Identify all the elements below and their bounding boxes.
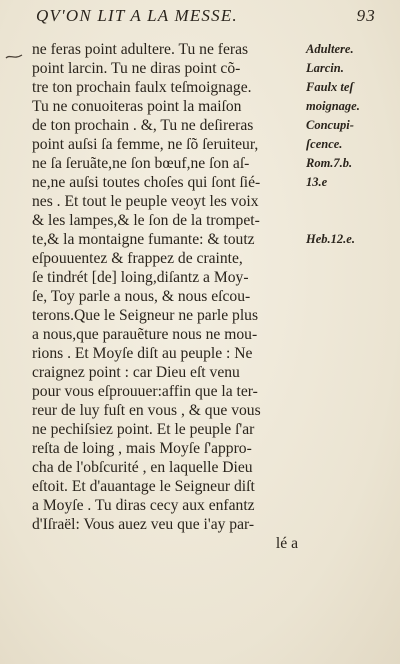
margin-note: Adultere. xyxy=(306,42,354,56)
page-number: 93 xyxy=(356,6,376,25)
text-line: rions . Et Moyſe diſt au peuple : Ne xyxy=(32,345,253,362)
text-block xyxy=(32,40,304,553)
text-line: ſe, Toy parle a nous, & nous eſcou- xyxy=(32,288,251,305)
text-line: tre ton prochain faulx teſmoignage. xyxy=(32,79,252,96)
blank-bottom-margin xyxy=(0,600,400,664)
margin-note: Concupi- xyxy=(306,118,354,132)
text-line: Tu ne conuoiteras point la maiſon xyxy=(32,98,242,115)
text-line: eſtoit. Et d'auantage le Seigneur diſt xyxy=(32,478,255,495)
text-line: pour vous eſprouuer:affin que la ter- xyxy=(32,383,258,400)
text-line: ne,ne auſsi toutes choſes qui ſont ſié- xyxy=(32,174,261,191)
text-line: lé a xyxy=(275,535,298,552)
margin-note: ſcence. xyxy=(306,137,343,151)
text-line: & les lampes,& le ſon de la trompet- xyxy=(32,212,260,229)
text-line: a Moyſe . Tu diras cecy aux enfantz xyxy=(32,497,255,514)
text-line: reſta de loing , mais Moyſe ſ'appro- xyxy=(32,440,252,457)
text-line: d'Iſraël: Vous auez veu que i'ay par- xyxy=(32,516,255,533)
text-line: a nous,que parauẽture nous ne mou- xyxy=(32,326,258,343)
margin-note: Heb.12.e. xyxy=(306,232,355,246)
text-line: point auſsi ſa femme, ne ſõ ſeruiteur, xyxy=(32,136,259,153)
ink-mark-icon xyxy=(4,46,24,66)
text-line: nes . Et tout le peuple veoyt les voix xyxy=(32,193,259,210)
text-line: ſe tindrét [de] loing,diſantz a Moy- xyxy=(32,269,249,286)
text-line: de ton prochain . &, Tu ne deſireras xyxy=(32,117,254,134)
margin-notes xyxy=(306,40,396,249)
text-line: terons.Que le Seigneur ne parle plus xyxy=(32,307,259,324)
margin-note: 13.e xyxy=(306,175,328,189)
text-line: eſpouuentez & frappez de crainte, xyxy=(32,250,243,267)
margin-spacer xyxy=(306,211,396,230)
text-line: ne pechiſsiez point. Et le peuple ſ'ar xyxy=(32,421,255,438)
running-header xyxy=(36,6,376,34)
margin-note: Faulx teſ xyxy=(306,80,354,94)
text-line: ne feras point adultere. Tu ne feras xyxy=(32,41,249,58)
text-line: cha de l'obſcurité , en laquelle Dieu xyxy=(32,459,253,476)
margin-spacer xyxy=(306,192,396,211)
margin-note: moignage. xyxy=(306,99,360,113)
margin-note: Rom.7.b. xyxy=(306,156,353,170)
text-line: reur de luy fuſt en vous , & que vous xyxy=(32,402,261,419)
text-line: te,& la montaigne fumante: & toutz xyxy=(32,231,255,248)
text-line: craignez point : car Dieu eſt venu xyxy=(32,364,240,381)
text-line: point larcin. Tu ne diras point cõ- xyxy=(32,60,241,77)
running-title: QV'ON LIT A LA MESSE. xyxy=(36,6,238,25)
text-line: ne ſa ſeruãte,ne ſon bœuf,ne ſon aſ- xyxy=(32,155,250,172)
margin-note: Larcin. xyxy=(306,61,344,75)
